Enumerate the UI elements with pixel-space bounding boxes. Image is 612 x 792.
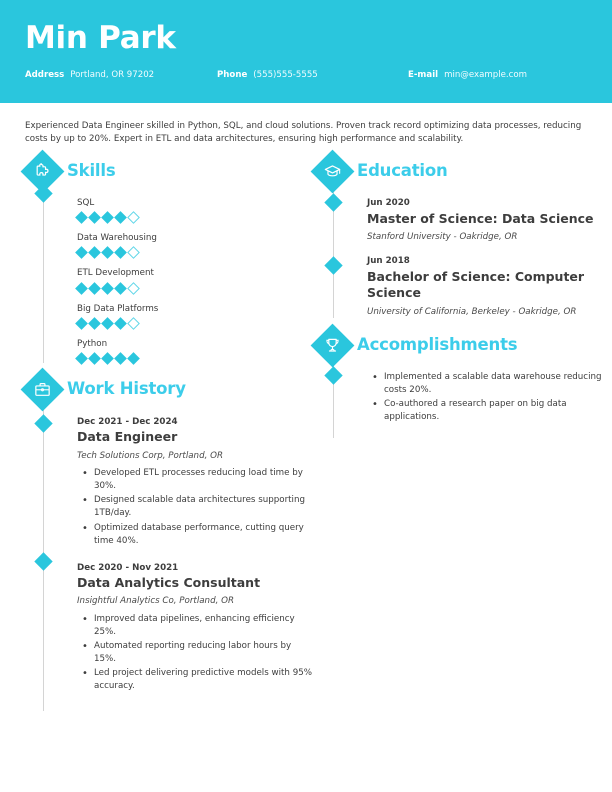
rating-diamond-filled [101, 211, 114, 224]
list-item: • Developed ETL processes reducing load time by 30%. [93, 467, 312, 493]
rating-diamond-filled [75, 352, 88, 365]
section-work-history [22, 373, 312, 694]
education-entry-school: University of California, Berkeley - Oakridge, OR [367, 306, 577, 317]
work-entry-title: Data Engineer [77, 429, 178, 445]
education-entry-date: Jun 2018 [367, 256, 410, 267]
rating-diamond-filled [114, 352, 127, 365]
contact-email-value: min@example.com [444, 70, 527, 80]
work-entry-company: Tech Solutions Corp, Portland, OR [77, 450, 223, 461]
education-entry-degree: Bachelor of Science: Computer Science [367, 269, 585, 301]
education-entry [312, 255, 602, 318]
skills-title: Skills [67, 161, 116, 180]
rating-diamond-empty [127, 282, 140, 295]
rating-diamond-empty [127, 211, 140, 224]
education-entry-date: Jun 2020 [367, 198, 410, 208]
rating-diamond-filled [88, 246, 101, 259]
work-entry-title: Data Analytics Consultant [77, 575, 261, 591]
rating-diamond-filled [114, 246, 127, 259]
rating-diamond-filled [114, 211, 127, 224]
work-history-heading [22, 373, 312, 407]
accomplishments-heading [312, 329, 602, 363]
skill-item [22, 232, 312, 257]
contact-row [25, 70, 580, 80]
list-item: • Designed scalable data architectures supporting 1TB/day. [93, 494, 312, 520]
work-entry [22, 562, 312, 694]
education-entry-school: Stanford University - Oakridge, OR [367, 231, 518, 242]
education-title: Education [357, 161, 448, 180]
left-column [22, 155, 312, 704]
skill-rating [77, 284, 312, 293]
contact-email-label: E-mail [408, 70, 439, 80]
contact-address [25, 70, 217, 80]
list-item: • Implemented a scalable data warehouse reducing costs 20%. [383, 371, 602, 397]
skill-rating [77, 213, 312, 222]
section-skills [22, 155, 312, 363]
rating-diamond-filled [114, 317, 127, 330]
list-item: • Led project delivering predictive models with 95% accuracy. [93, 667, 312, 693]
skill-name: Python [77, 338, 108, 349]
education-entry-degree: Master of Science: Data Science [367, 210, 594, 226]
skills-heading [22, 155, 312, 189]
work-history-title: Work History [67, 378, 186, 398]
right-column [312, 155, 602, 435]
rating-diamond-filled [101, 352, 114, 365]
skill-name: Data Warehousing [77, 233, 157, 244]
rating-diamond-filled [101, 282, 114, 295]
contact-address-label: Address [25, 70, 65, 80]
list-item: • Optimized database performance, cutting query time 40%. [93, 522, 312, 548]
accomplishments-bullets [367, 371, 602, 424]
skill-name: SQL [77, 198, 95, 208]
contact-phone-value: (555)555-5555 [253, 70, 318, 80]
contact-phone-label: Phone [217, 70, 248, 80]
list-item: • Improved data pipelines, enhancing efficiency 25%. [93, 613, 312, 639]
professional-summary: Experienced Data Engineer skilled in Python, SQL, and cloud solutions. Proven track record optimizing data processes, reducing costs by up to 20%. Expert in ETL and data architectures, ensuring high performance and scalability. [25, 121, 582, 145]
education-entry [312, 197, 602, 243]
rating-diamond-filled [127, 352, 140, 365]
skill-rating [77, 248, 312, 257]
skill-rating [77, 354, 312, 363]
section-accomplishments [312, 329, 602, 424]
briefcase-icon [27, 374, 58, 405]
rating-diamond-filled [75, 317, 88, 330]
contact-email [408, 70, 580, 80]
work-entry-date: Dec 2021 - Dec 2024 [77, 416, 178, 427]
skill-name: ETL Development [77, 268, 154, 279]
rating-diamond-filled [114, 282, 127, 295]
rating-diamond-filled [88, 317, 101, 330]
resume-header [0, 0, 612, 103]
rating-diamond-empty [127, 246, 140, 259]
rating-diamond-filled [101, 317, 114, 330]
rating-diamond-empty [127, 317, 140, 330]
rating-diamond-filled [75, 246, 88, 259]
rating-diamond-filled [101, 246, 114, 259]
list-item: • Automated reporting reducing labor hours by 15%. [93, 640, 312, 666]
contact-phone [217, 70, 408, 80]
skill-rating [77, 319, 312, 328]
work-entry-bullets [77, 467, 312, 547]
rating-diamond-filled [88, 352, 101, 365]
work-entry-bullets [77, 613, 312, 693]
accomplishments-entry [312, 371, 602, 424]
contact-address-value: Portland, OR 97202 [70, 70, 155, 80]
rating-diamond-filled [75, 211, 88, 224]
graduation-cap-icon [317, 156, 348, 187]
page-title: Min Park [25, 20, 176, 56]
trophy-icon [317, 330, 348, 361]
work-entry-date: Dec 2020 - Nov 2021 [77, 562, 179, 573]
accomplishments-title: Accomplishments [357, 335, 518, 355]
skill-item [22, 338, 312, 363]
education-heading [312, 155, 602, 189]
skill-item [22, 303, 312, 328]
skill-name: Big Data Platforms [77, 303, 159, 314]
work-entry [22, 416, 312, 548]
rating-diamond-filled [88, 211, 101, 224]
puzzle-piece-icon [27, 156, 58, 187]
section-education [312, 155, 602, 318]
rating-diamond-filled [88, 282, 101, 295]
list-item: • Co-authored a research paper on big data applications. [383, 398, 602, 424]
skill-item [22, 267, 312, 292]
work-entry-company: Insightful Analytics Co, Portland, OR [77, 596, 234, 607]
rating-diamond-filled [75, 282, 88, 295]
skill-item [22, 197, 312, 222]
